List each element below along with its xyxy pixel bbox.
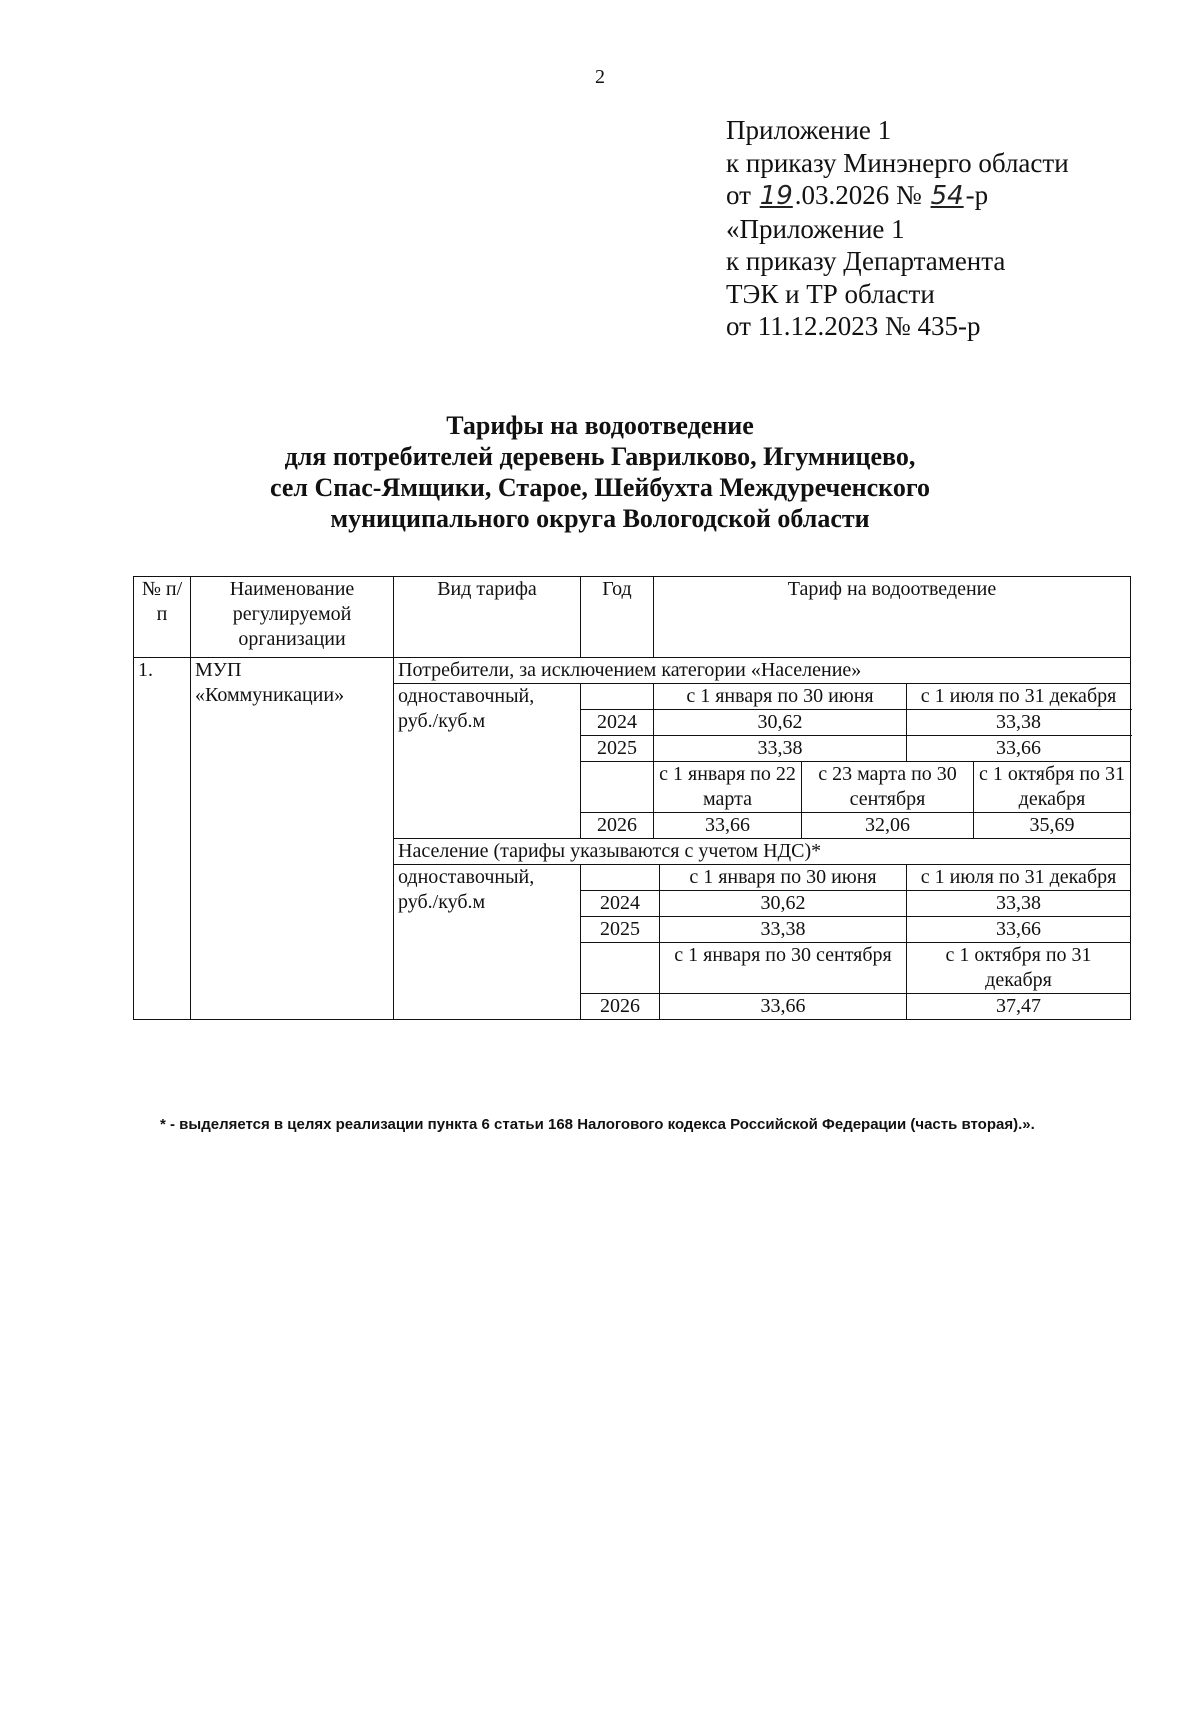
title-line: для потребителей деревень Гаврилково, Игумницево,	[284, 442, 916, 471]
value-cell: 35,69	[974, 813, 1131, 839]
appendix-text: -р	[965, 180, 989, 210]
empty-cell	[581, 865, 660, 891]
header-year: Год	[581, 577, 654, 658]
year-cell: 2025	[581, 917, 660, 943]
header-tariff-type: Вид тарифа	[394, 577, 581, 658]
tariff-table	[133, 576, 1131, 1020]
period-header: с 1 октября по 31 декабря	[974, 762, 1131, 813]
year-cell: 2025	[581, 736, 654, 762]
appendix-line: к приказу Минэнерго области	[726, 147, 1069, 178]
header-tariff: Тариф на водоотведение	[654, 577, 1131, 658]
period-header: с 1 января по 30 июня	[654, 684, 907, 710]
appendix-line: к приказу Департамента	[726, 246, 1006, 276]
value-cell: 32,06	[802, 813, 974, 839]
value-cell: 33,66	[654, 813, 802, 839]
value-cell: 33,38	[907, 710, 1131, 736]
empty-cell	[581, 762, 654, 813]
tariff-type: одноставочный, руб./куб.м	[394, 865, 581, 1020]
appendix-text: от	[726, 180, 758, 210]
value-cell: 33,38	[907, 891, 1131, 917]
header-org-name: Наименование регулируемой организации	[191, 577, 394, 658]
section-title: Население (тарифы указываются с учетом НДС)*	[394, 839, 1131, 865]
value-cell: 37,47	[907, 994, 1131, 1020]
footnote: * - выделяется в целях реализации пункта 6 статьи 168 Налогового кодекса Российской Федерации (часть вторая).».	[160, 1116, 1035, 1133]
value-cell: 33,66	[907, 917, 1131, 943]
title-line: сел Спас-Ямщики, Старое, Шейбухта Междуреченского	[270, 473, 930, 502]
value-cell: 33,66	[907, 736, 1131, 762]
year-cell: 2024	[581, 710, 654, 736]
handwritten-day: 19	[759, 181, 793, 211]
empty-cell	[581, 943, 660, 994]
appendix-line: Приложение 1	[726, 115, 892, 145]
period-header: с 1 января по 30 июня	[660, 865, 907, 891]
value-cell: 33,66	[660, 994, 907, 1020]
appendix-text: .03.2026 №	[794, 180, 929, 210]
table-header-row	[134, 577, 1131, 658]
period-header: с 1 июля по 31 декабря	[907, 684, 1131, 710]
appendix-date-line	[726, 179, 1069, 213]
year-cell: 2026	[581, 813, 654, 839]
section-title: Потребители, за исключением категории «Население»	[394, 658, 1131, 684]
period-header: с 1 июля по 31 декабря	[907, 865, 1131, 891]
handwritten-number: 54	[930, 181, 964, 211]
row-number: 1.	[134, 658, 191, 1020]
appendix-block	[726, 114, 1069, 343]
value-cell: 30,62	[654, 710, 907, 736]
year-cell: 2024	[581, 891, 660, 917]
appendix-line: ТЭК и ТР области	[726, 278, 935, 309]
page-number: 2	[595, 66, 605, 88]
period-header: с 1 января по 30 сентября	[660, 943, 907, 994]
header-num: № п/п	[134, 577, 191, 658]
title-line: муниципального округа Вологодской области	[330, 504, 870, 533]
period-header: с 1 октября по 31 декабря	[907, 943, 1131, 994]
value-cell: 33,38	[654, 736, 907, 762]
appendix-line: от 11.12.2023 № 435-р	[726, 311, 981, 341]
title-line: Тарифы на водоотведение	[446, 411, 754, 440]
period-header: с 1 января по 22 марта	[654, 762, 802, 813]
organization-name: МУП «Коммуникации»	[191, 658, 394, 1020]
appendix-line: «Приложение 1	[726, 213, 905, 244]
value-cell: 33,38	[660, 917, 907, 943]
year-cell: 2026	[581, 994, 660, 1020]
document-title	[0, 410, 1200, 534]
tariff-type: одноставочный, руб./куб.м	[394, 684, 581, 839]
value-cell: 30,62	[660, 891, 907, 917]
period-header: с 23 марта по 30 сентября	[802, 762, 974, 813]
table-row	[134, 658, 1131, 684]
empty-cell	[581, 684, 654, 710]
